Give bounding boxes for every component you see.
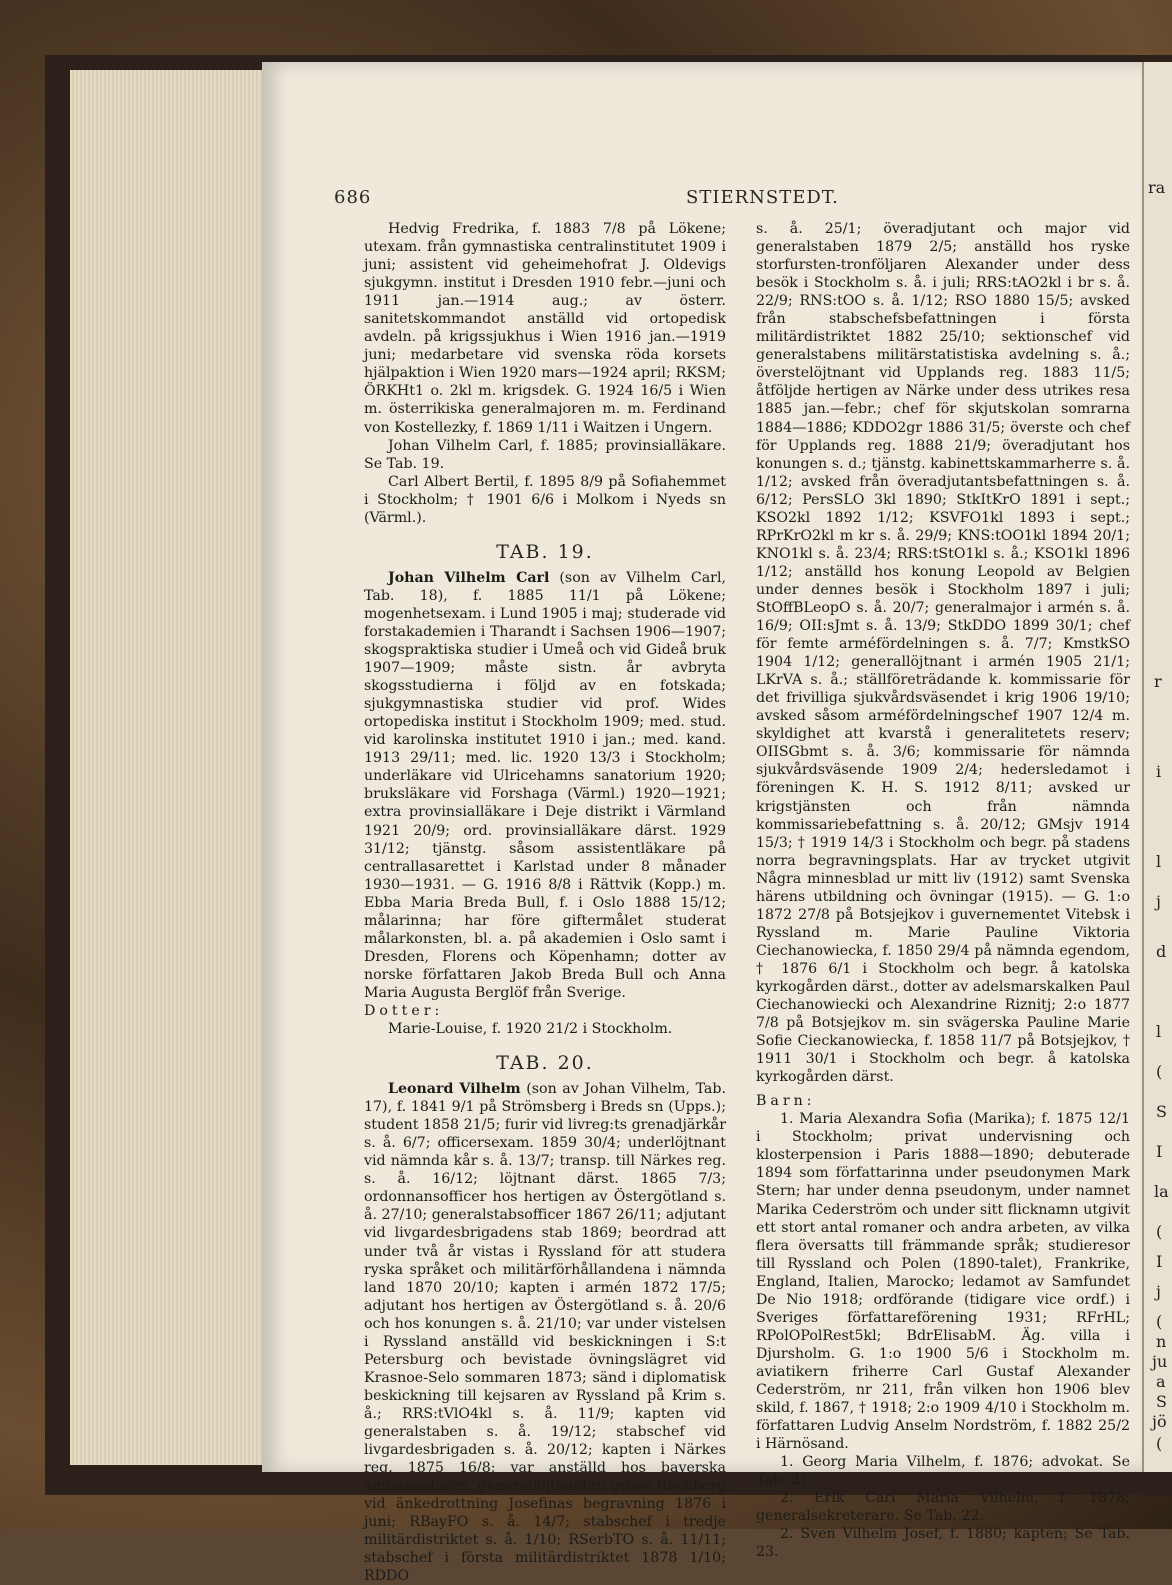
running-title: STIERNSTEDT.	[686, 187, 839, 208]
edge-text: I	[1156, 1142, 1163, 1161]
paragraph-johan: Johan Vilhelm Carl, f. 1885; provinsialläkare. Se Tab. 19.	[364, 437, 726, 472]
edge-text: j	[1156, 892, 1161, 911]
edge-text: jö	[1152, 1412, 1167, 1431]
tab-20-name: Leonard Vilhelm	[388, 1081, 521, 1098]
edge-text: (	[1156, 1312, 1163, 1331]
dotter-entry: Marie-Louise, f. 1920 21/2 i Stockholm.	[388, 1021, 673, 1038]
child-erik: 2. Erik Carl Maria Vilhelm, f. 1878; generalsekreterare. Se Tab. 22.	[756, 1490, 1130, 1525]
child-1: 1. Maria Alexandra Sofia (Marika); f. 1875 12/1 i Stockholm; privat undervisning och klosterpension i Paris 1888—1890; debuterade 1894 som författarinna under pseudonymen Mark Stern; har under denna pseudonym, under namnet Marika Cederström och under sitt flicknamn utgivit ett stort antal romaner och andra arbeten, av vilka flera översatts till främmande språk; studieresor till Ryssland och Polen (1890-talet), Frankrike, England, Italien, Marocko; ledamot av Samfundet De Nio 1918; ordförande (tidigare vice ordf.) i Sveriges författareförening 1931; RFrHL; RPolOPolRest5kl; BdrElisabM. Äg. villa i Djursholm. G. 1:o 1900 5/6 i Stockholm m. aviatikern friherre Carl Gustaf Alexander Cederström, nr 211, från vilken hon 1906 blev skild, f. 1867, † 1918; 2:o 1909 4/10 i Stockholm m. författaren Ludvig Anselm Nordström, f. 1882 25/2 i Härnösand.	[756, 1111, 1130, 1453]
paragraph-carl: Carl Albert Bertil, f. 1895 8/9 på Sofiahemmet i Stockholm; † 1901 6/6 i Molkom i Nyeds sn (Värml.).	[364, 473, 726, 526]
tab-20-text: (son av Johan Vilhelm, Tab. 17), f. 1841 9/1 på Strömsberg i Breds sn (Upps.); student 1858 21/5; furir vid livreg:ts grenadjärkår s. å. 6/7; officersexam. 1859 30/4; underlöjtnant vid nämnda kår s. å. 13/7; transp. till Närkes reg. s. å. 16/12; löjtnant därst. 1865 7/3; ordonnansofficer hos hertigen av Östergötland s. å. 27/10; generalstabsofficer 1867 26/11; adjutant vid livgardesbrigadens stab 1869; beordrad att under två år vistas i Ryssland för att studera ryska språket och militärförhållandena i nämnda land 1870 20/10; kapten i armén 1872 17/5; adjutant hos hertigen av Östergötland s. å. 20/6 och hos konungen s. å. 21/10; var under vistelsen i Ryssland anställd vid beskickningen i S:t Petersburg och bevistade övningslägret vid Krasnoe-Selo sommaren 1873; sänd i diplomatisk beskickning till kejsaren av Ryssland på Krim s. å.; RRS:tVlO4kl s. å. 11/9; kapten vid generalstaben s. å. 19/12; stabschef vid livgardesbrigaden s. å. 20/12; kapten i Närkes reg. 1875 16/8; var anställd hos bayerska ambassadören, generallöjtnanten greve Rechberg vid änkedrottning Josefinas begravning 1876 i juni; RBayFO s. å. 14/7; stabschef i tredje militärdistriktet s. å. 1/10; RSerbTO s. å. 11/11; stabschef i första militärdistriktet 1878 1/10; RDDO	[364, 1081, 726, 1585]
edge-text: (	[1156, 1062, 1163, 1081]
edge-text: r	[1154, 672, 1162, 691]
paragraph-hedvig: Hedvig Fredrika, f. 1883 7/8 på Lökene; utexam. från gymnastiska centralinstitutet 1909 i juni; assistent vid geheimehofrat J. Oldevigs sjukgymn. institut i Dresden 1910 febr.—juni och 1911 jan.—1914 aug.; av österr. sanitetskommandot anställd vid ortopedisk avdeln. på krigssjukhus i Wien 1916 jan.—1919 juni; medarbetare vid svenska röda korsets hjälpaktion i Wien 1920 mars—1924 april; RKSM; ÖRKHt1 o. 2kl m. krigsdek. G. 1924 16/5 i Wien m. österrikiska generalmajoren m. m. Ferdinand von Kostellezky, f. 1869 1/11 i Waitzen i Ungern.	[364, 221, 726, 436]
page-number: 686	[334, 187, 372, 208]
edge-text: l	[1156, 1022, 1162, 1041]
edge-text: S	[1156, 1102, 1167, 1121]
edge-text: (	[1156, 1222, 1163, 1241]
child-sven: 2. Sven Vilhelm Josef, f. 1880; kapten; Se Tab. 23.	[756, 1526, 1130, 1561]
page-edges	[70, 70, 265, 1465]
edge-text: ra	[1148, 178, 1166, 197]
tab-20-entry	[364, 1080, 726, 1585]
edge-text: (	[1156, 1434, 1163, 1453]
right-column	[756, 220, 1130, 1561]
edge-text: j	[1156, 1282, 1161, 1301]
edge-text: a	[1156, 1372, 1166, 1391]
tab-19-text: (son av Vilhelm Carl, Tab. 18), f. 1885 11/1 på Lökene; mogenhetsexam. i Lund 1905 i maj; studerade vid forstakademien i Tharandt i Sachsen 1906—1907; skogspraktiska studier i Umeå och vid Gideå bruk 1907—1909; måste sistn. år avbryta skogsstudierna i följd av en fotskada; sjukgymnastiska studier vid prof. Wides ortopediska institut i Stockholm 1909; med. stud. vid karolinska institutet 1910 i jan.; med. kand. 1913 29/11; med. lic. 1920 13/3 i Stockholm; underläkare vid Ulricehamns sanatorium 1920; bruksläkare vid Forshaga (Värml.) 1920—1921; extra provinsialläkare i Deje distrikt i Värmland 1921 20/9; ord. provinsialläkare därst. 1929 31/12; tjänstg. såsom assistentläkare på centrallasarettet i Karlstad under 8 månader 1930—1931. — G. 1916 8/8 i Rättvik (Kopp.) m. Ebba Maria Breda Bull, f. i Oslo 1888 15/12; målarinna; har före giftermålet studerat målarkonsten, bl. a. på akademien i Oslo samt i Dresden, Florens och Köpenhamn; dotter av norske författaren Jakob Breda Bull och Anna Maria Augusta Berglöf från Sverige.	[364, 569, 726, 1001]
edge-text: la	[1154, 1182, 1169, 1201]
edge-text: S	[1156, 1392, 1167, 1411]
edge-text: ju	[1152, 1352, 1168, 1371]
edge-text: i	[1156, 762, 1162, 781]
facing-page-edge	[1142, 62, 1172, 1472]
tab-19-name: Johan Vilhelm Carl	[388, 569, 550, 586]
child-georg: 1. Georg Maria Vilhelm, f. 1876; advokat. Se Tab. 21.	[756, 1454, 1130, 1489]
book-page	[262, 62, 1142, 1585]
paragraph-continued: s. å. 25/1; överadjutant och major vid generalstaben 1879 2/5; anställd hos ryske storfursten-tronföljaren Alexander under dess besök i Stockholm s. å. i juli; RRS:tAO2kl i br s. å. 22/9; RNS:tOO s. å. 1/12; RSO 1880 15/5; avsked från stabschefsbefattningen i första militärdistriktet 1882 25/10; sektionschef vid generalstabens militärstatistiska avdelning s. å.; överstelöjtnant vid Upplands reg. 1883 11/5; åtföljde hertigen av Närke under dess utrikes resa 1885 jan.—febr.; chef för skjutskolan somrarna 1884—1886; KDDO2gr 1886 31/5; överste och chef för Upplands reg. 1888 21/9; överadjutant hos konungen s. d.; tjänstg. kabinettskammarherre s. å. 1/12; avsked från överadjutantsbefattningen s. å. 6/12; PersSLO 3kl 1890; StkItKrO 1891 i sept.; KSO2kl 1892 1/12; KSVFO1kl 1893 i sept.; RPrKrO2kl m kr s. å. 29/9; KNS:tOO1kl 1894 20/1; KNO1kl s. å. 23/4; RRS:tStO1kl s. å.; KSO1kl 1896 1/12; anställd hos konung Leopold av Belgien under dennes besök i Stockholm 1897 i juli; StOffBLeopO s. å. 20/7; generalmajor i armén s. å. 16/9; OII:sJmt s. å. 13/9; StkDDO 1899 30/1; chef för femte arméfördelningen s. å. 7/7; KmstkSO 1904 1/12; generallöjtnant i armén 1905 21/1; LKrVA s. å.; ställföreträdande k. kommissarie för det frivilliga sjukvårdsväsendet i krig 1906 19/10; avsked såsom arméfördelningschef 1907 12/4 m. skyldighet att kvarstå i generalitetets reserv; OIISGbmt s. å. 3/6; kommissarie för nämnda sjukvårdsväsende 1909 2/4; hedersledamot i föreningen K. H. S. 1912 8/11; avsked ur krigstjänsten och från nämnda kommissariebefattning s. å. 20/12; GMsjv 1914 15/3; † 1919 14/3 i Stockholm och begr. på stadens norra begravningsplats. Har av trycket utgivit Några minnesblad ur mitt liv (1912) samt Svenska härens utbildning och övningar (1915). — G. 1:o 1872 27/8 på Botsjejkov i guvernementet Vitebsk i Ryssland m. Marie Pauline Viktoria Ciechanowiecka, f. 1850 29/4 på nämnda egendom, † 1876 6/1 i Stockholm och begr. å katolska kyrkogården därst., dotter av adelsmarskalken Paul Ciechanowiecki och Alexandrine Riznitj; 2:o 1877 7/8 på Botsjejkov m. sin svägerska Pauline Marie Sofie Cieckanowiecka, f. 1858 11/7 på Botsjejkov, † 1911 30/1 i Stockholm och begr. å katolska kyrkogården därst.	[756, 221, 1130, 1086]
left-column	[364, 220, 726, 1585]
tab-19-heading: TAB. 19.	[496, 540, 594, 563]
dotter-label: Dotter:	[364, 1002, 444, 1019]
edge-text: d	[1156, 942, 1167, 961]
edge-text: l	[1156, 852, 1162, 871]
tab-20-heading: TAB. 20.	[496, 1052, 594, 1075]
barn-label: Barn:	[756, 1093, 816, 1110]
tab-19-entry	[364, 569, 726, 1002]
edge-text: n	[1156, 1332, 1167, 1351]
edge-text: I	[1156, 1252, 1163, 1271]
